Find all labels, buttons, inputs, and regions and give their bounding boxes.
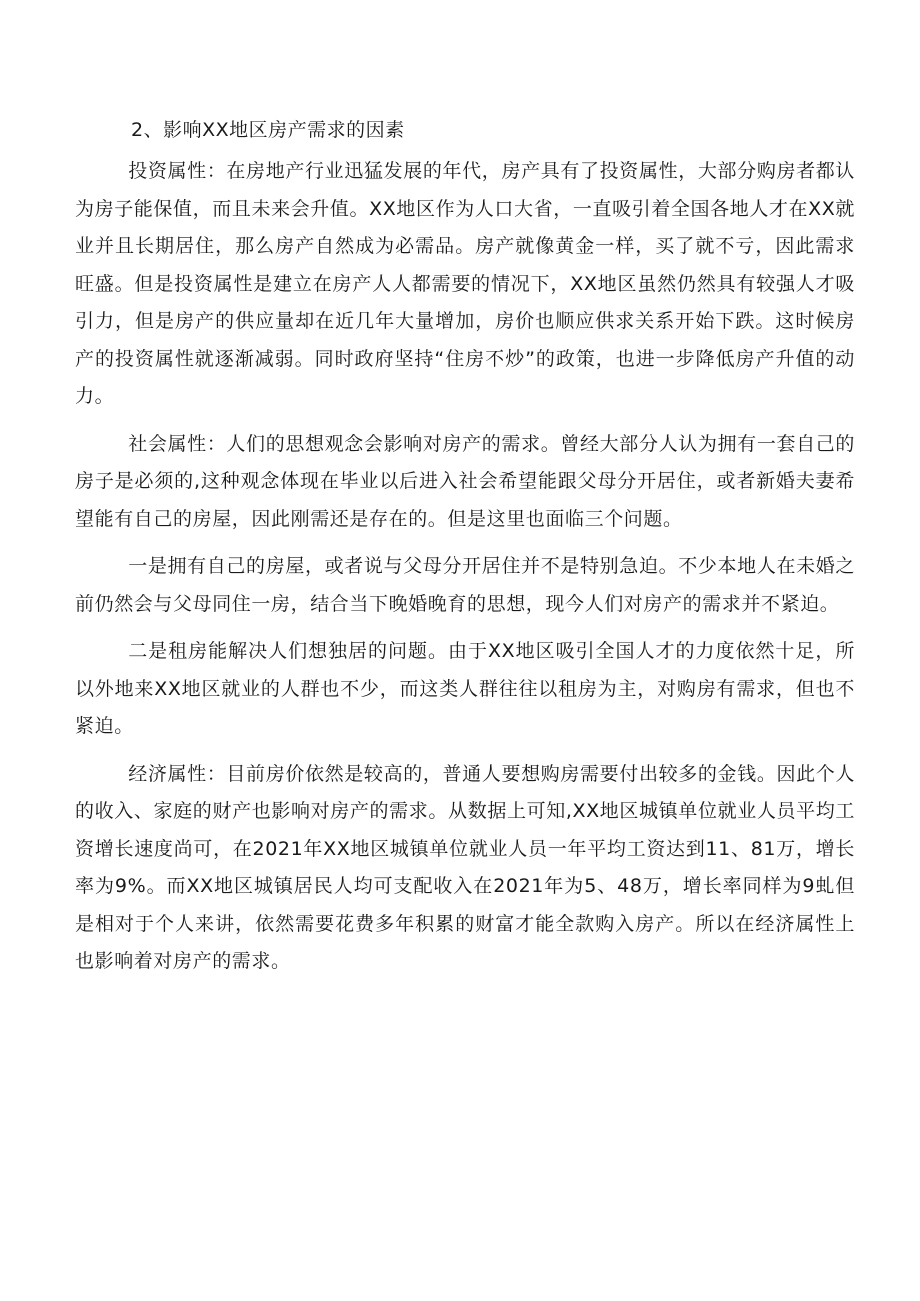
- paragraph-investment: 投资属性：在房地产行业迅猛发展的年代，房产具有了投资属性，大部分购房者都认为房子能保值，而且未来会升值。XX地区作为人口大省，一直吸引着全国各地人才在XX就业并且长期居住，那么房产自然成为必需品。房产就像黄金一样，买了就不亏，因此需求旺盛。但是投资属性是建立在房产人人都需要的情况下，XX地区虽然仍然具有较强人才吸引力，但是房产的供应量却在近几年大量增加，房价也顺应供求关系开始下跌。这时候房产的投资属性就逐渐减弱。同时政府坚持“住房不炒”的政策，也进一步降低房产升值的动力。: [75, 160, 855, 407]
- paragraph-point-two: 二是租房能解决人们想独居的问题。由于XX地区吸引全国人才的力度依然十足，所以外地来XX地区就业的人群也不少，而这类人群往往以租房为主，对购房有需求，但也不紧迫。: [75, 640, 855, 737]
- document-body: [75, 113, 855, 981]
- paragraph-social: 社会属性：人们的思想观念会影响对房产的需求。曾经大部分人认为拥有一套自己的房子是必须的,这种观念体现在毕业以后进入社会希望能跟父母分开居住，或者新婚夫妻希望能有自己的房屋，因此刚需还是存在的。但是这里也面临三个问题。: [75, 432, 855, 530]
- paragraph-economic: 经济属性：目前房价依然是较高的，普通人要想购房需要付出较多的金钱。因此个人的收入、家庭的财产也影响对房产的需求。从数据上可知,XX地区城镇单位就业人员平均工资增长速度尚可，在2021年XX地区城镇单位就业人员一年平均工资达到11、81万，增长率为9%。而XX地区城镇居民人均可支配收入在2021年为5、48万，增长率同样为9虬但是相对于个人来讲，依然需要花费多年积累的财富才能全款购入房产。所以在经济属性上也影响着对房产的需求。: [75, 762, 855, 972]
- paragraph-point-one: 一是拥有自己的房屋，或者说与父母分开居住并不是特别急迫。不少本地人在未婚之前仍然会与父母同住一房，结合当下晚婚晚育的思想，现今人们对房产的需求并不紧迫。: [75, 555, 855, 615]
- section-heading: 2、影响XX地区房产需求的因素: [131, 119, 405, 141]
